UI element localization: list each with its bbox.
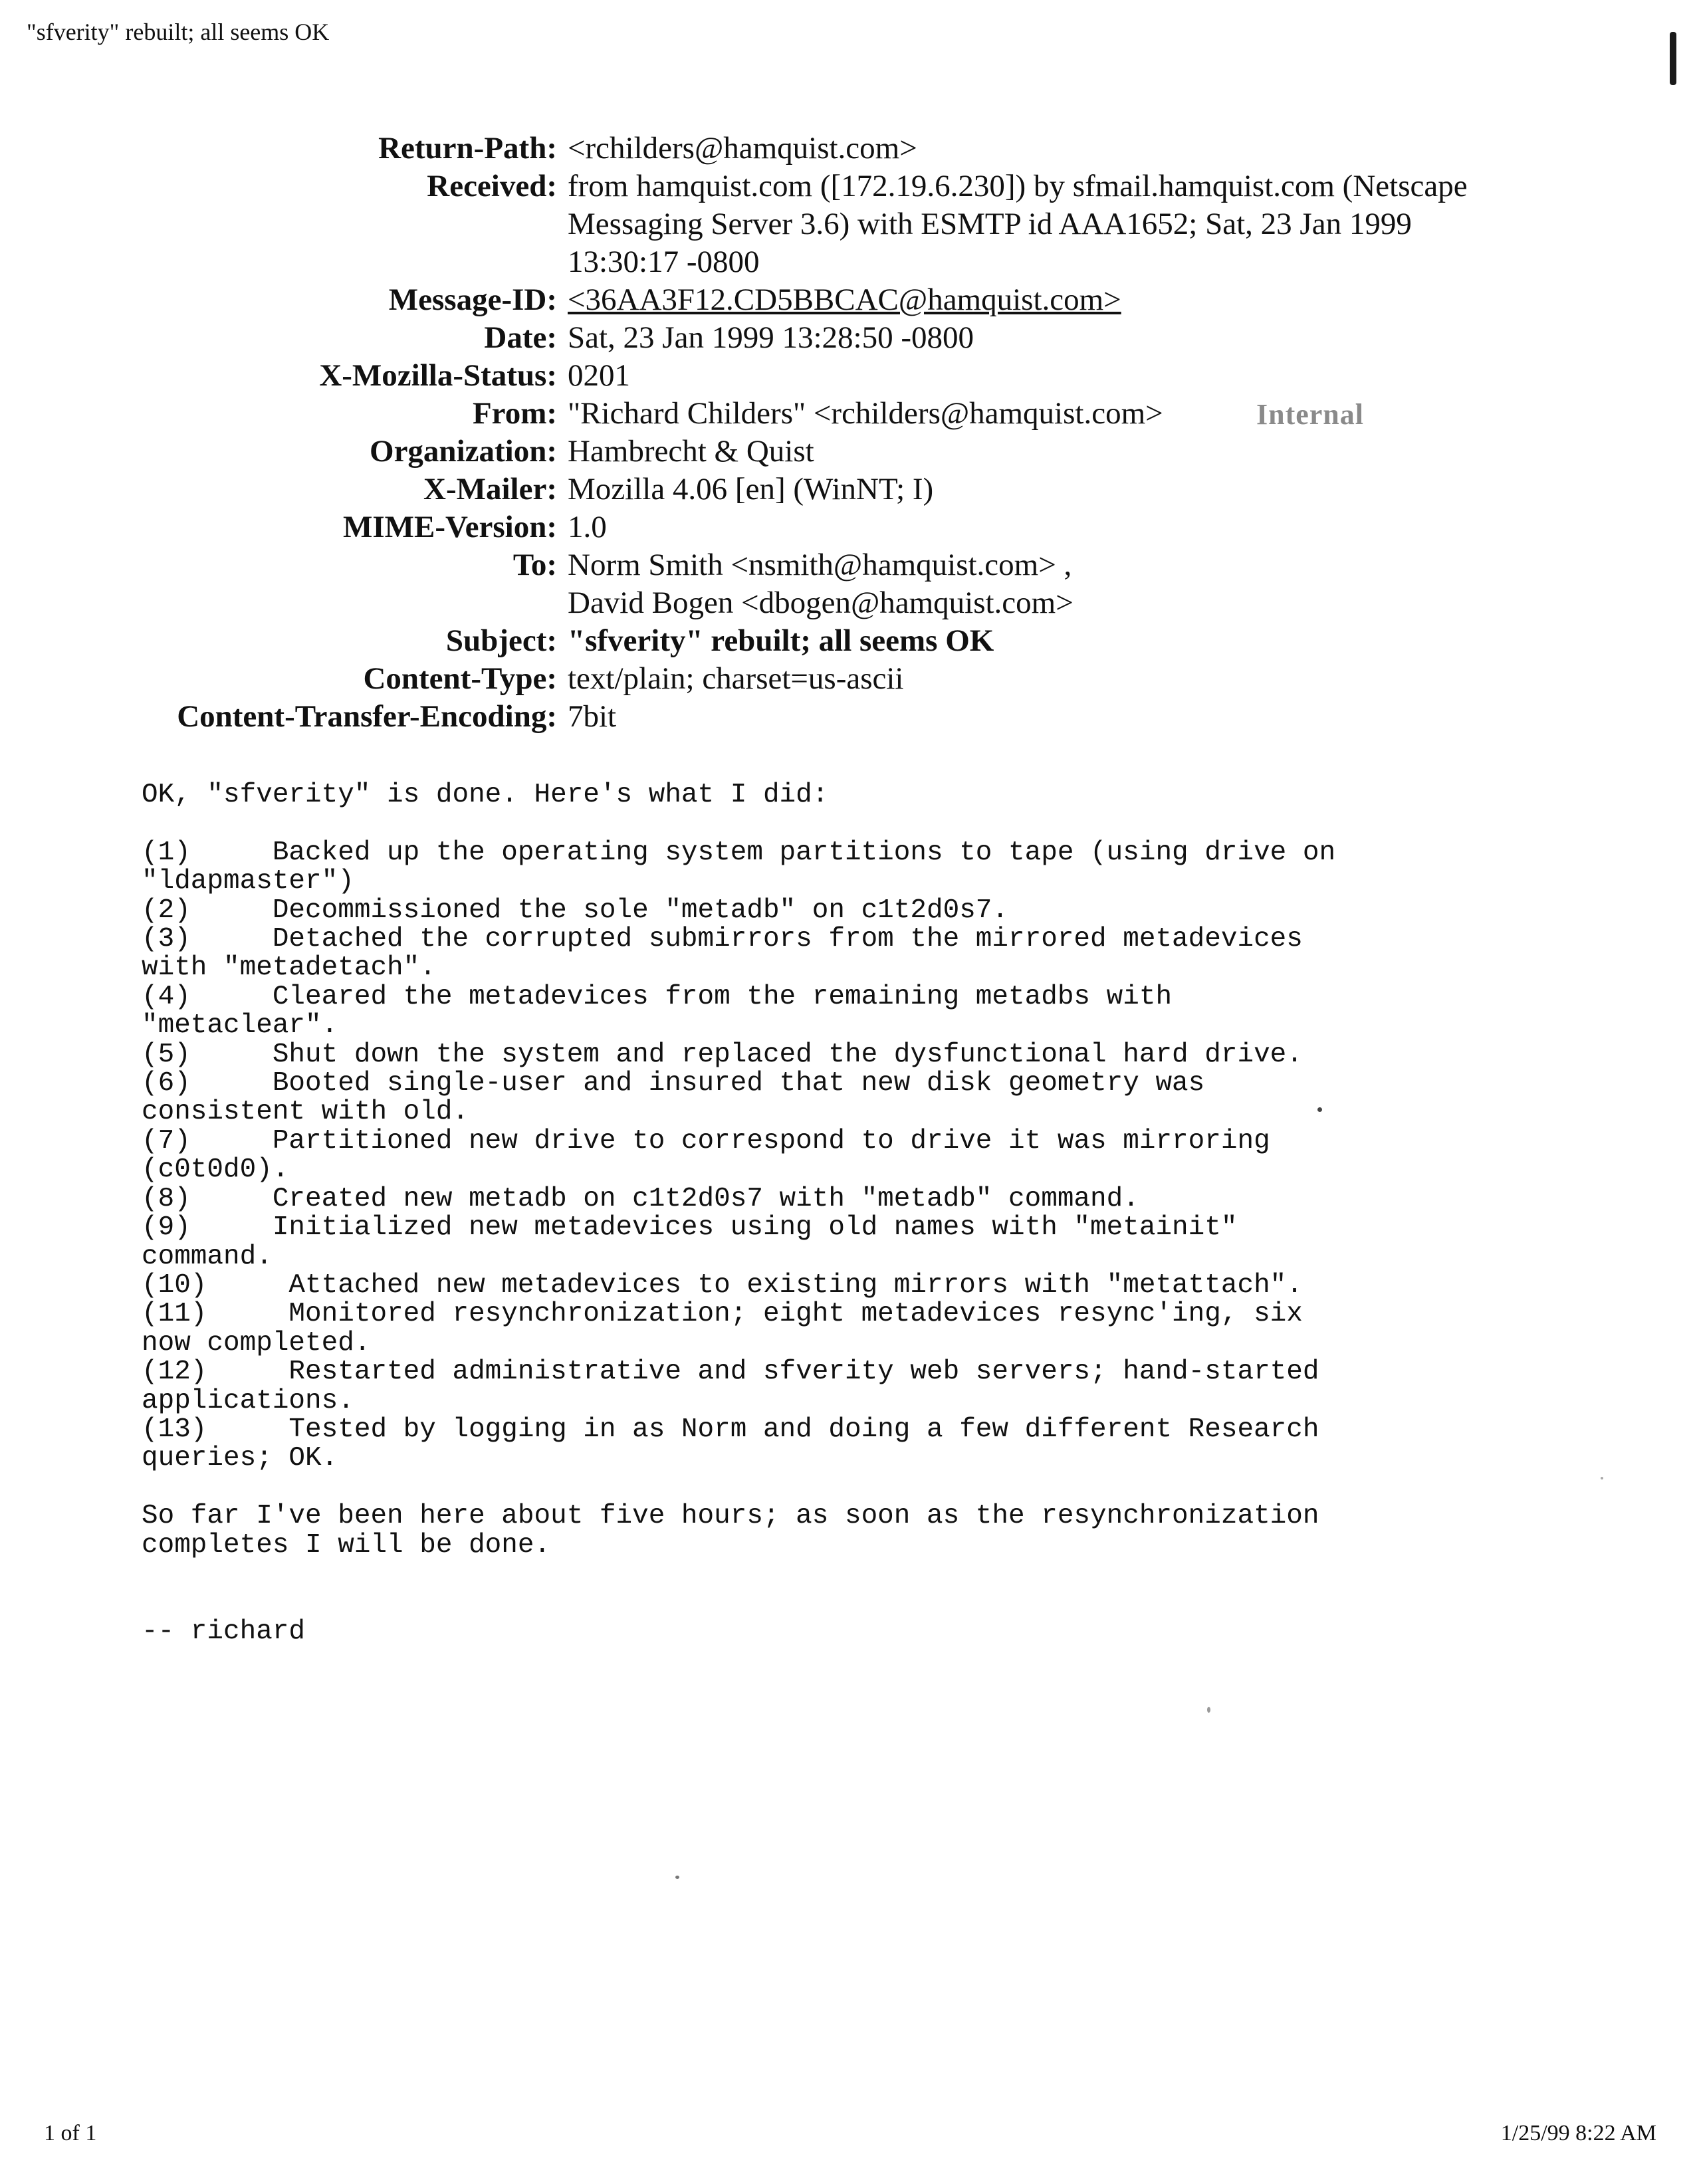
header-value: 7bit <box>568 699 617 734</box>
header-value: "Richard Childers" <rchilders@hamquist.com> <box>568 396 1163 431</box>
header-value: <rchilders@hamquist.com> <box>568 131 917 165</box>
page-count: 1 of 1 <box>44 2121 97 2145</box>
internal-stamp: Internal <box>1256 398 1364 431</box>
header-key: Content-Type: <box>363 661 557 696</box>
header-value-line: Norm Smith <nsmith@hamquist.com> , <box>568 548 1072 582</box>
header-key: Content-Transfer-Encoding: <box>177 699 557 734</box>
scan-speck <box>1601 1477 1603 1479</box>
subject-value: "sfverity" rebuilt; all seems OK <box>568 623 994 658</box>
print-timestamp: 1/25/99 8:22 AM <box>1500 2121 1656 2145</box>
header-value: Mozilla 4.06 [en] (WinNT; I) <box>568 472 934 506</box>
header-key: Date: <box>484 320 557 355</box>
header-organization <box>80 433 1575 471</box>
header-value: Sat, 23 Jan 1999 13:28:50 -0800 <box>568 320 974 355</box>
header-content-transfer-encoding <box>80 698 1575 736</box>
header-value <box>568 167 1538 281</box>
header-key: Message-ID: <box>388 282 557 317</box>
message-body: OK, "sfverity" is done. Here's what I did: (1) Backed up the operating system partitions to tape (using drive on "ldapmaster") (2) Decommissioned the sole "metadb" on c1t2d0s7. (3) Detached the corrupted submirrors from the mirrored metadevices with "metadetach". (4) Cleared the metadevices from the remaining metadbs with "metaclear". (5) Shut down the system and replaced the dysfunctional hard drive. (6) Booted single-user and insured that new disk geometry was consistent with old. (7) Partitioned new drive to correspond to drive it was mirroring (c0t0d0). (8) Created new metadb on c1t2d0s7 with "metadb" command. (9) Initialized new metadevices using old names with "metainit" command. (10) Attached new metadevices to existing mirrors with "metattach". (11) Monitored resynchronization; eight metadevices resync'ing, six now completed. (12) Restarted administrative and sfverity web servers; hand-started applications. (13) Tested by logging in as Norm and doing a few different Research queries; OK. So far I've been here about five hours; as soon as the resynchronization completes I will be done. -- richard <box>142 780 1336 1647</box>
header-value-line: 13:30:17 -0800 <box>568 245 760 279</box>
scan-edge-mark <box>1670 32 1676 85</box>
header-key: To: <box>512 548 557 582</box>
header-value-line: Messaging Server 3.6) with ESMTP id AAA1652; Sat, 23 Jan 1999 <box>568 207 1412 241</box>
header-key: Received: <box>427 169 557 203</box>
message-id-link[interactable]: <36AA3F12.CD5BBCAC@hamquist.com> <box>568 282 1121 317</box>
header-key: Return-Path: <box>378 131 557 165</box>
header-key: X-Mailer: <box>423 472 557 506</box>
header-key: MIME-Version: <box>342 510 557 544</box>
header-x-mailer <box>80 471 1575 508</box>
header-return-path <box>80 130 1575 167</box>
header-to <box>80 546 1575 622</box>
header-date <box>80 319 1575 357</box>
header-value: Hambrecht & Quist <box>568 434 814 469</box>
header-mime-version <box>80 508 1575 546</box>
scan-speck <box>675 1876 679 1879</box>
header-key: Subject: <box>445 623 557 658</box>
header-value: text/plain; charset=us-ascii <box>568 661 904 696</box>
header-key: From: <box>472 396 557 431</box>
header-value <box>568 546 1538 622</box>
header-received <box>80 167 1575 281</box>
header-content-type <box>80 660 1575 698</box>
header-value: 1.0 <box>568 510 607 544</box>
scan-speck <box>1207 1707 1210 1713</box>
print-header: "sfverity" rebuilt; all seems OK <box>27 19 330 45</box>
header-x-mozilla-status <box>80 357 1575 395</box>
header-value: 0201 <box>568 358 630 393</box>
header-key: X-Mozilla-Status: <box>319 358 557 393</box>
header-value-line: David Bogen <dbogen@hamquist.com> <box>568 586 1074 620</box>
header-value-line: from hamquist.com ([172.19.6.230]) by sfmail.hamquist.com (Netscape <box>568 169 1468 203</box>
header-message-id <box>80 281 1575 319</box>
scan-speck <box>1317 1107 1322 1112</box>
header-subject <box>80 622 1575 660</box>
email-headers <box>80 130 1575 736</box>
header-key: Organization: <box>370 434 557 469</box>
